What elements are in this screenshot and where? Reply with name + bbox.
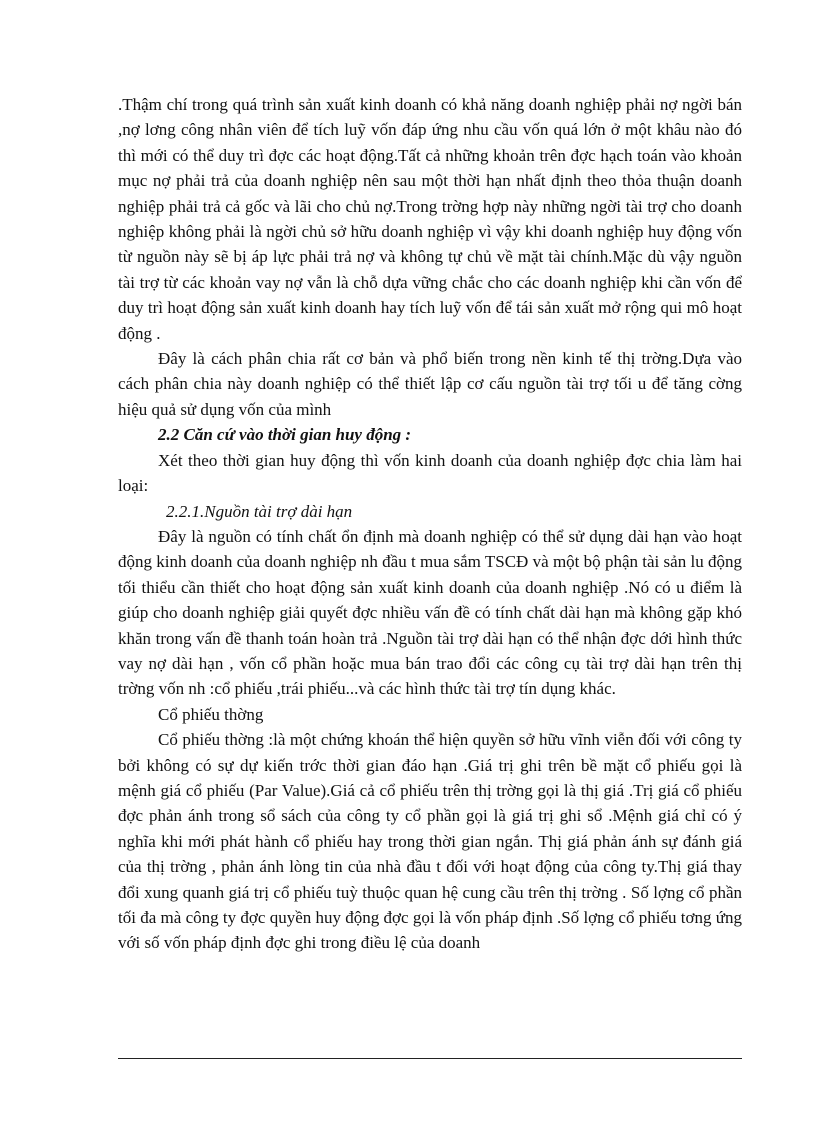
footer-divider xyxy=(118,1058,742,1059)
document-body xyxy=(118,92,742,956)
paragraph-long-term-source: Đây là nguồn có tính chất ổn định mà doanh nghiệp có thể sử dụng dài hạn vào hoạt động kinh doanh của doanh nghiệp nh đầu t mua sắm TSCĐ và một bộ phận tài sản lu động tối thiểu cần thiết cho hoạt động sản xuất kinh doanh của doanh nghiệp .Nó có u điểm là giúp cho doanh nghiệp giải quyết đợc nhiều vấn đề có tính chất dài hạn mà không gặp khó khăn trong vấn đề thanh toán hoàn trả .Nguồn tài trợ dài hạn có thể nhận đợc dới hình thức vay nợ dài hạn , vốn cổ phần hoặc mua bán trao đổi các công cụ tài trợ dài hạn trên thị trờng vốn nh :cổ phiếu ,trái phiếu...và các hình thức tài trợ tín dụng khác. xyxy=(118,526,742,699)
paragraph-time-based: Xét theo thời gian huy động thì vốn kinh doanh của doanh nghiệp đợc chia làm hai loại: xyxy=(118,450,742,496)
paragraph-common-stock-title: Cổ phiếu thờng xyxy=(158,704,264,724)
paragraph-debt-financing: .Thậm chí trong quá trình sản xuất kinh doanh có khả năng doanh nghiệp phải nợ ngời bán ,nợ lơng công nhân viên để tích luỹ vốn đáp ứng nhu cầu vốn quá lớn ở một khâu nào đó thì mới có thể duy trì đợc các hoạt động.Tất cả những khoản trên đợc hạch toán vào khoản mục nợ phải trả của doanh nghiệp nên sau một thời hạn nhất định theo thỏa thuận doanh nghiệp phải trả cả gốc và lãi cho chủ nợ.Trong trờng hợp này những ngời tài trợ cho doanh nghiệp không phải là ngời chủ sở hữu doanh nghiệp vì vậy khi doanh nghiệp huy động vốn từ nguồn này sẽ bị áp lực phải trả nợ và không tự chủ về mặt tài chính.Mặc dù vậy nguồn tài trợ từ các khoản vay nợ vẫn là chỗ dựa vững chắc cho các doanh nghiệp khi cần vốn để duy trì hoạt động sản xuất kinh doanh hay tích luỹ vốn để tái sản xuất mở rộng qui mô hoạt động . xyxy=(118,95,742,343)
paragraph-classification: Đây là cách phân chia rất cơ bản và phổ biến trong nền kinh tế thị trờng.Dựa vào cách phân chia này doanh nghiệp có thể thiết lập cơ cấu nguồn tài trợ tối u để tăng cờng hiệu quả sử dụng vốn của mình xyxy=(118,349,742,419)
subsection-heading-2-2-1: 2.2.1.Nguồn tài trợ dài hạn xyxy=(166,501,353,521)
section-heading-2-2: 2.2 Căn cứ vào thời gian huy động : xyxy=(158,425,412,445)
paragraph-common-stock: Cổ phiếu thờng :là một chứng khoán thể hiện quyền sở hữu vĩnh viễn đối với công ty bởi không có sự dự kiến trớc thời gian đáo hạn .Giá trị ghi trên bề mặt cổ phiếu gọi là mệnh giá cổ phiếu (Par Value).Giá cả cổ phiếu trên thị trờng gọi là thị giá .Trị giá cổ phiếu đợc phản ánh trong sổ sách của công ty cổ phần gọi là giá trị ghi sổ .Mệnh giá chỉ có ý nghĩa khi mới phát hành cổ phiếu hay trong thời gian ngắn. Thị giá phản ánh sự đánh giá của thị trờng , phản ánh lòng tin của nhà đầu t đối với hoạt động của công ty.Thị giá thay đổi xung quanh giá trị cổ phiếu tuỳ thuộc quan hệ cung cầu trên thị trờng . Số lợng cổ phần tối đa mà công ty đợc quyền huy động đợc gọi là vốn pháp định .Số lợng cổ phiếu tơng ứng với số vốn pháp định đợc ghi trong điều lệ của doanh xyxy=(118,730,742,953)
